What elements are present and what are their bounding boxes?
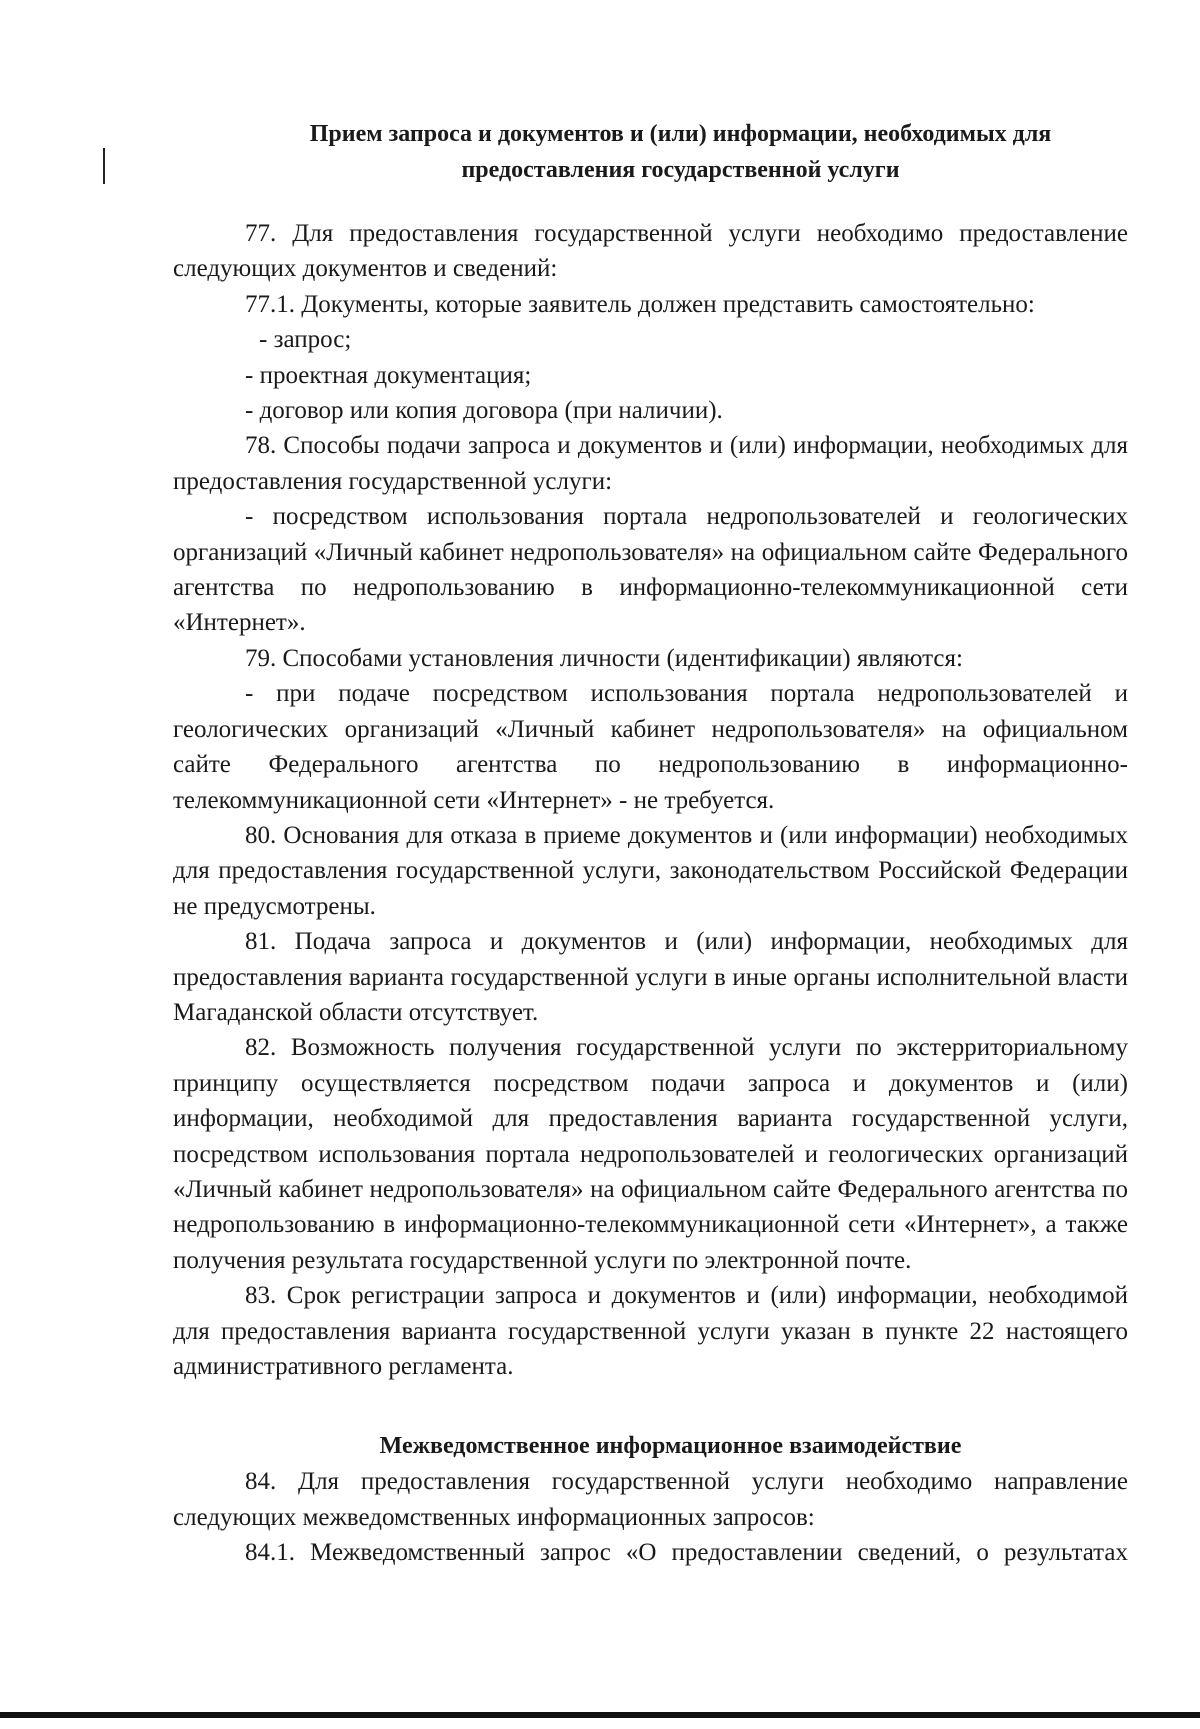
section-heading-interagency: Межведомственное информационное взаимодействие xyxy=(379,1433,962,1460)
paragraph-77: 77. Для предоставления государственной услуги необходимо предоставление следующих документов и сведений: xyxy=(173,220,1128,283)
section-heading-reception: Прием запроса и документов и (или) информации, необходимых для предоставления государственной услуги xyxy=(309,121,1052,183)
paragraph-79-portal: - при подаче посредством использования портала недропользователей и геологических организаций «Личный кабинет недропользователя» на официальном сайте Федерального агентства по недропользованию в информационно-телекоммуникационной сети «Интернет» - не требуется. xyxy=(173,680,1128,814)
paragraph-80: 80. Основания для отказа в приеме документов и (или информации) необходимых для предоставления государственной услуги, законодательством Российской Федерации не предусмотрены. xyxy=(173,821,1128,920)
margin-mark xyxy=(103,148,105,184)
paragraph-81: 81. Подача запроса и документов и (или) информации, необходимых для предоставления варианта государственной услуги в иные органы исполнительной власти Магаданской области отсутствует. xyxy=(173,928,1128,1026)
paragraph-82: 82. Возможность получения государственной услуги по экстерриториальному принципу осуществляется посредством подачи запроса и документов и (или) информации, необходимой для предоставления варианта государственной услуги, посредством использования портала недропользователей и геологических организаций «Личный кабинет недропользователя» на официальном сайте Федерального агентства по недропользованию в информационно-телекоммуникационной сети «Интернет», а также получения результата государственной услуги по электронной почте. xyxy=(173,1034,1128,1274)
paragraph-79: 79. Способами установления личности (идентификации) являются: xyxy=(245,644,963,672)
paragraph-83: 83. Срок регистрации запроса и документов и (или) информации, необходимой для предоставления варианта государственной услуги указан в пункте 22 настоящего административного регламента. xyxy=(173,1282,1128,1380)
document-body xyxy=(173,116,1128,1571)
paragraph-78: 78. Способы подачи запроса и документов и (или) информации, необходимых для предоставления государственной услуги: xyxy=(173,432,1128,495)
paragraph-84: 84. Для предоставления государственной услуги необходимо направление следующих межведомственных информационных запросов: xyxy=(173,1468,1128,1531)
paragraph-84-1: 84.1. Межведомственный запрос «О предоставлении сведений, о результатах xyxy=(245,1539,1128,1567)
list-item-project-docs: - проектная документация; xyxy=(245,361,532,389)
page-bottom-rule xyxy=(0,1712,1200,1718)
paragraph-77-1: 77.1. Документы, которые заявитель должен представить самостоятельно: xyxy=(245,290,1035,318)
list-item-request: - запрос; xyxy=(259,326,352,354)
list-item-contract: - договор или копия договора (при наличии). xyxy=(245,397,723,425)
paragraph-78-portal: - посредством использования портала недропользователей и геологических организаций «Личный кабинет недропользователя» на официальном сайте Федерального агентства по недропользованию в информационно-телекоммуникационной сети «Интернет». xyxy=(173,503,1128,637)
